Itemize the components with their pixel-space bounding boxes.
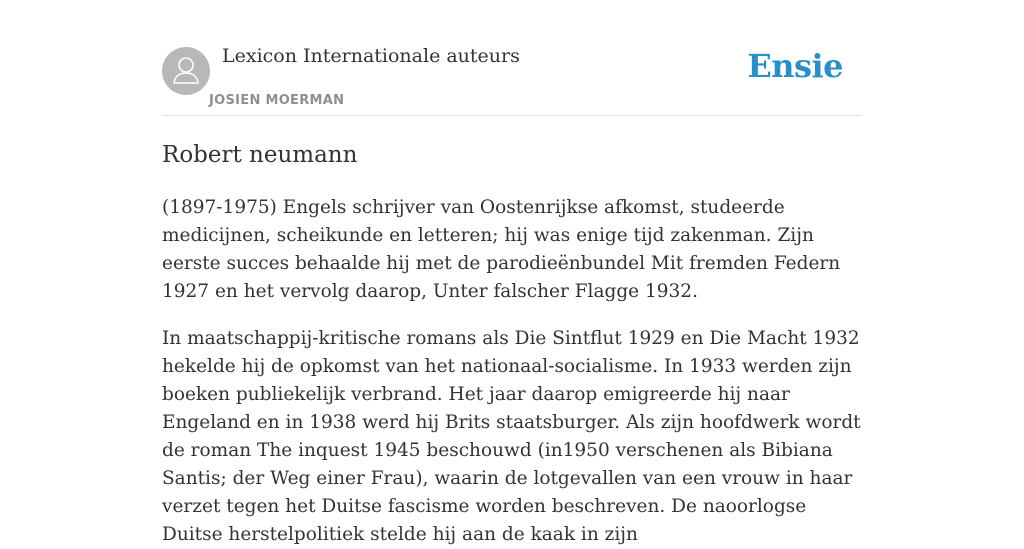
entry-paragraph-2: In maatschappij-kritische romans als Die Sintflut 1929 en Die Macht 1932 hekelde hij de opkomst van het nationaal-socialisme. In 1933 werden zijn boeken publiekelijk verbrand. Het jaar daarop emigreerde hij naar Engeland en in 1938 werd hij Brits staatsburger. Als zijn hoofdwerk wordt de roman The inquest 1945 beschouwd (in1950 verschenen als Bibiana Santis; der Weg einer Frau), waarin de lotgevallen van een vrouw in haar verzet tegen het Duitse fascisme worden beschreven. De naoorlogse Duitse herstelpolitiek stelde hij aan de kaak in zijn	[162, 328, 861, 545]
header	[162, 0, 862, 116]
page	[162, 0, 862, 549]
ensie-logo[interactable]: Ensie	[747, 47, 843, 85]
book-title-link[interactable]: Lexicon Internationale auteurs	[222, 45, 520, 67]
entry-title: Robert neumann	[162, 142, 358, 168]
entry-paragraph-1: (1897-1975) Engels schrijver van Oostenrijkse afkomst, studeerde medicijnen, scheikunde en letteren; hij was enige tijd zakenman. Zijn eerste succes behaalde hij met de parodieënbundel Mit fremden Federn 1927 en het vervolg daarop, Unter falscher Flagge 1932.	[162, 197, 841, 302]
author-link[interactable]: JOSIEN MOERMAN	[209, 93, 345, 108]
user-avatar-icon[interactable]	[162, 47, 210, 95]
